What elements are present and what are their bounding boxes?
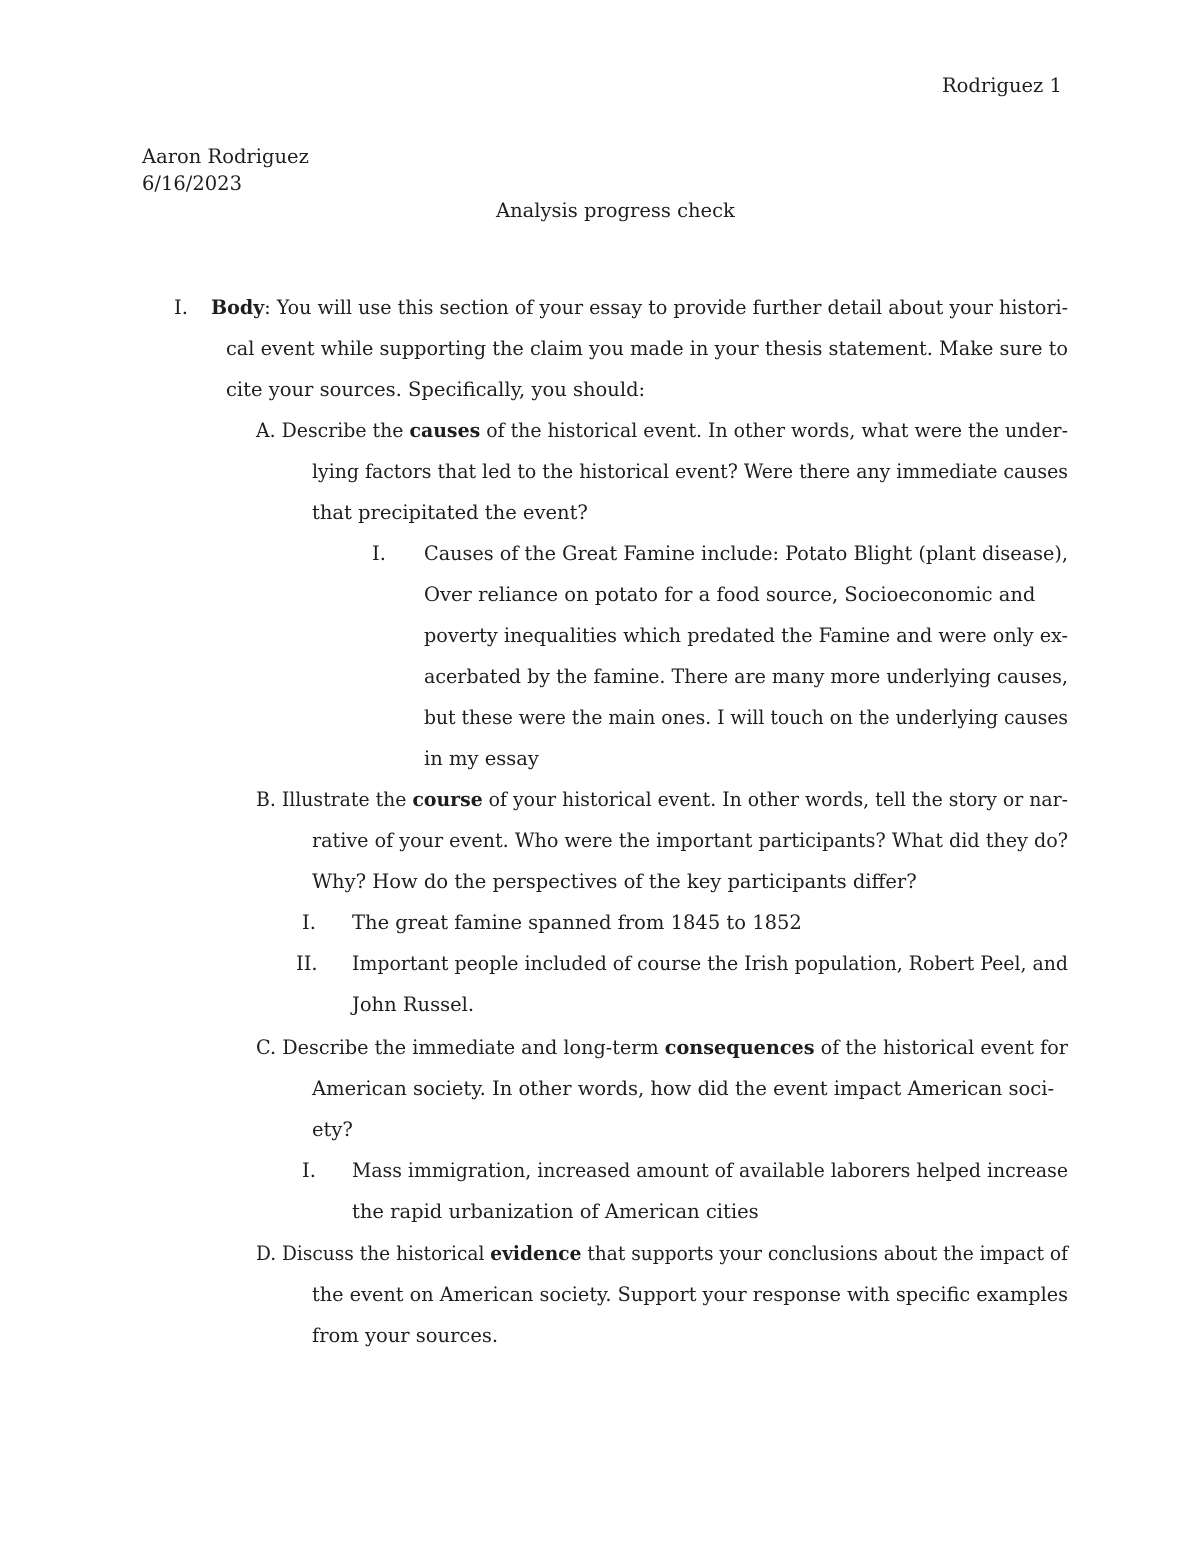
keyword-course: course	[412, 788, 483, 811]
document-title: Analysis progress check	[496, 199, 735, 222]
item-b-sub2-line-1: Important people included of course the Irish population, Robert Peel, and	[352, 952, 1069, 975]
item-a-sub-line-6: in my essay	[424, 747, 539, 770]
keyword-consequences: consequences	[664, 1036, 815, 1059]
section-line-1: Body: You will use this section of your essay to provide further detail about your histori-	[211, 296, 1069, 319]
item-a-line-3: that precipitated the event?	[312, 501, 588, 524]
keyword-evidence: evidence	[490, 1242, 582, 1265]
section-marker: I.	[174, 296, 188, 319]
section-line-2: cal event while supporting the claim you made in your thesis statement. Make sure to	[226, 337, 1069, 360]
item-a-line-1: A. Describe the causes of the historical event. In other words, what were the under-	[256, 419, 1068, 442]
item-c-line-3: ety?	[312, 1118, 353, 1141]
item-a-sub-marker: I.	[372, 542, 386, 565]
item-c-line-2: American society. In other words, how did the event impact American soci-	[312, 1077, 1055, 1100]
keyword-causes: causes	[409, 419, 481, 442]
item-a-line-2: lying factors that led to the historical event? Were there any immediate causes	[312, 460, 1068, 483]
item-c-sub-line-1: Mass immigration, increased amount of available laborers helped increase	[352, 1159, 1069, 1182]
item-a-sub-line-1: Causes of the Great Famine include: Potato Blight (plant disease),	[424, 542, 1068, 565]
item-d-line-2: the event on American society. Support your response with specific examples	[312, 1283, 1069, 1306]
section-label: Body	[211, 296, 265, 319]
item-a-sub-line-3: poverty inequalities which predated the Famine and were only ex-	[424, 624, 1069, 647]
running-head: Rodriguez 1	[942, 74, 1062, 97]
author-name: Aaron Rodriguez	[142, 145, 309, 168]
item-b-sub2-line-2: John Russel.	[352, 993, 475, 1016]
section-line-3: cite your sources. Specifically, you should:	[226, 378, 646, 401]
item-b-line-2: rative of your event. Who were the important participants? What did they do?	[312, 829, 1069, 852]
item-c-sub-line-2: the rapid urbanization of American cities	[352, 1200, 759, 1223]
item-c-line-1: C. Describe the immediate and long-term consequences of the historical event for	[256, 1036, 1068, 1059]
item-a-sub-line-4: acerbated by the famine. There are many more underlying causes,	[424, 665, 1068, 688]
item-b-line-3: Why? How do the perspectives of the key participants differ?	[312, 870, 917, 893]
date: 6/16/2023	[142, 172, 242, 195]
item-d-line-1: D. Discuss the historical evidence that supports your conclusions about the impact of	[256, 1242, 1068, 1265]
item-b-sub1-text: The great famine spanned from 1845 to 1852	[352, 911, 802, 934]
item-a-sub-line-2: Over reliance on potato for a food source, Socioeconomic and	[424, 583, 1036, 606]
item-c-sub-marker: I.	[302, 1159, 316, 1182]
item-d-line-3: from your sources.	[312, 1324, 499, 1347]
item-b-sub2-marker: II.	[296, 952, 318, 975]
item-b-line-1: B. Illustrate the course of your historical event. In other words, tell the story or nar-	[256, 788, 1068, 811]
item-b-sub1-marker: I.	[302, 911, 316, 934]
item-a-sub-line-5: but these were the main ones. I will touch on the underlying causes	[424, 706, 1069, 729]
